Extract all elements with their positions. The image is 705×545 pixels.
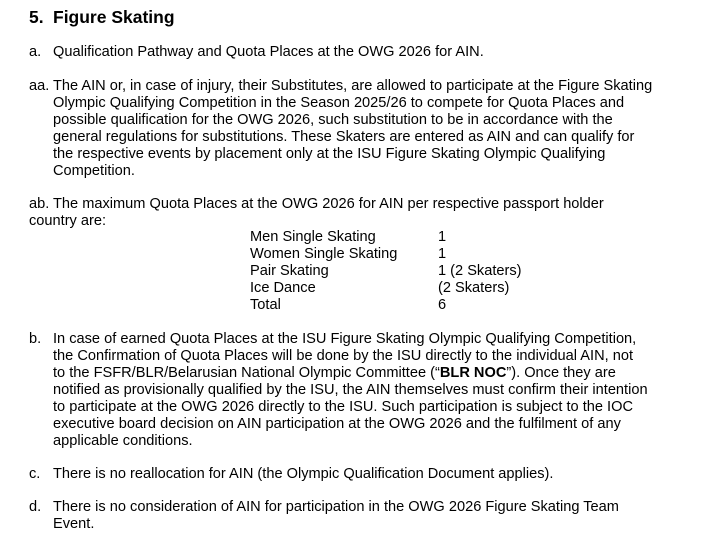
section-number: 5. [29,7,44,27]
paragraph-line: Competition. [53,163,135,179]
paragraph-marker: ab. [29,196,50,212]
paragraph-line: Qualification Pathway and Quota Places at the OWG 2026 for AIN. [53,44,484,60]
paragraph-line: The maximum Quota Places at the OWG 2026 for AIN per respective passport holder [53,196,604,212]
paragraph-line: possible qualification for the OWG 2026, such substitution to be in accordance with the [53,112,613,128]
event-cell: Total [250,297,281,313]
paragraph-marker: c. [29,466,41,482]
paragraph-marker: a. [29,44,42,60]
paragraph-line [53,365,648,382]
event-cell: Women Single Skating [250,246,398,262]
table-row [250,297,522,314]
quota-table [250,229,522,314]
quota-cell: 1 [438,229,447,245]
text-run: to the FSFR/BLR/Belarusian National Olympic Committee (“ [53,365,440,381]
paragraph-line: Event. [53,516,95,532]
paragraph-line: to participate at the OWG 2026 directly to the ISU. Such participation is subject to the IOC [53,399,633,415]
paragraph-line: Olympic Qualifying Competition in the Season 2025/26 to compete for Quota Places and [53,95,625,111]
section-heading [29,7,175,27]
quota-cell: 1 [438,246,447,262]
paragraph-marker: aa. [29,78,50,94]
paragraph-aa [29,78,652,180]
paragraph-ab [29,196,604,230]
paragraph-line: the respective events by placement only at the ISU Figure Skating Olympic Qualifying [53,146,606,162]
table-row [250,263,522,280]
section-title: Figure Skating [53,7,175,27]
table-row [250,280,522,297]
paragraph-line: There is no reallocation for AIN (the Olympic Qualification Document applies). [53,466,554,482]
text-run: ”). Once they are [506,365,616,381]
paragraph-line: country are: [29,213,107,229]
paragraph-b [29,331,648,450]
quota-cell: (2 Skaters) [438,280,510,296]
quota-cell: 1 (2 Skaters) [438,263,522,279]
event-cell: Pair Skating [250,263,329,279]
paragraph-line: general regulations for substitutions. These Skaters are entered as AIN and can qualify for [53,129,635,145]
event-cell: Men Single Skating [250,229,376,245]
paragraph-line: the Confirmation of Quota Places will be done by the ISU directly to the individual AIN, not [53,348,634,364]
paragraph-marker: d. [29,499,42,515]
paragraph-marker: b. [29,331,42,347]
event-cell: Ice Dance [250,280,316,296]
paragraph-line: applicable conditions. [53,433,193,449]
paragraph-a [29,44,484,61]
table-row [250,229,522,246]
quota-cell: 6 [438,297,447,313]
paragraph-line: notified as provisionally qualified by the ISU, the AIN themselves must confirm their intention [53,382,648,398]
paragraph-line: In case of earned Quota Places at the ISU Figure Skating Olympic Qualifying Competition, [53,331,637,347]
paragraph-line: The AIN or, in case of injury, their Substitutes, are allowed to participate at the Figure Skating [53,78,653,94]
table-row [250,246,522,263]
paragraph-line: executive board decision on AIN participation at the OWG 2026 and the fulfilment of any [53,416,621,432]
bold-abbreviation: BLR NOC [439,365,507,381]
paragraph-line: There is no consideration of AIN for participation in the OWG 2026 Figure Skating Team [53,499,619,515]
paragraph-c [29,466,553,483]
paragraph-d [29,499,619,533]
